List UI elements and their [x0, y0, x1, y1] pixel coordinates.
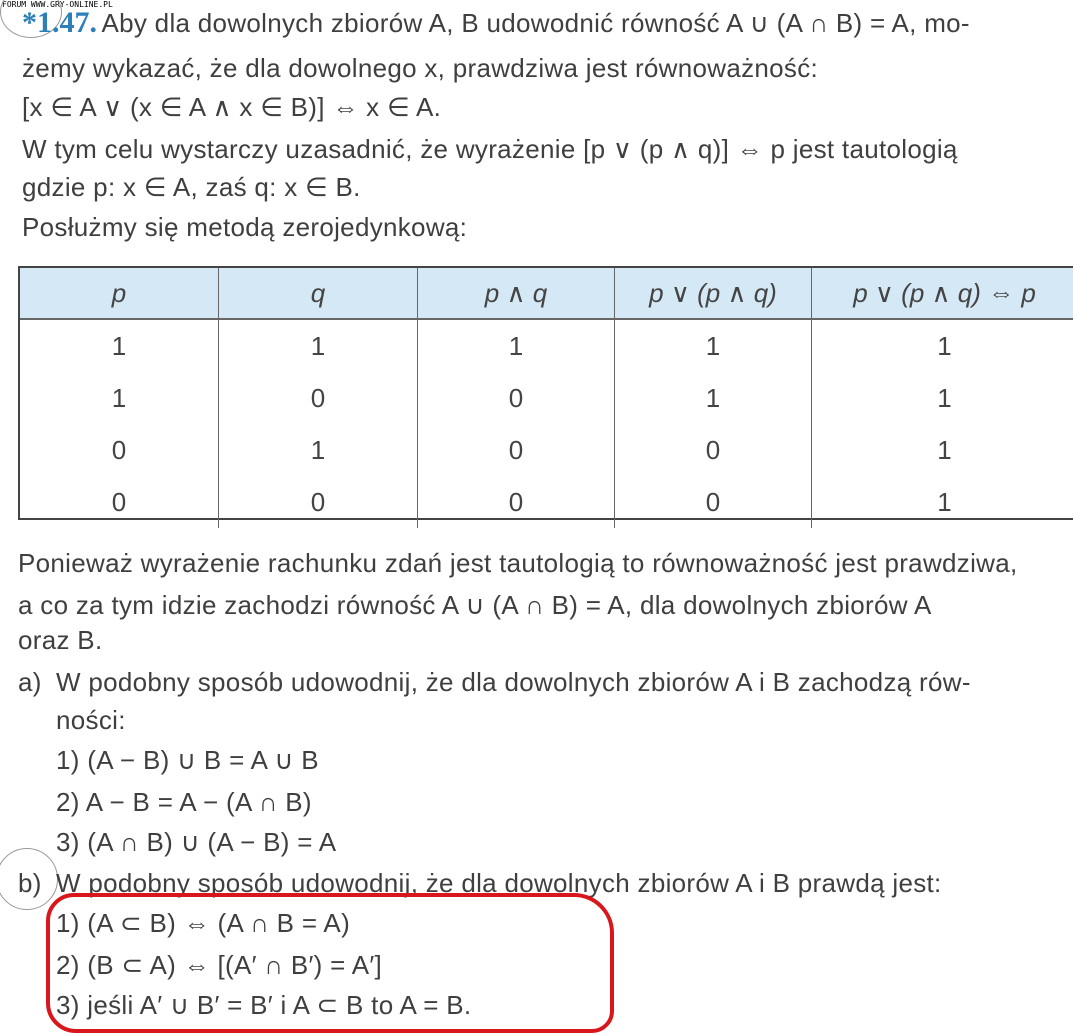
table-cell: 0	[219, 372, 418, 424]
table-row	[20, 424, 1073, 476]
paragraph1-line5: gdzie p: x ∈ A, zaś q: x ∈ B.	[22, 172, 361, 202]
table-cell: 1	[418, 319, 615, 372]
paragraph2-line2: a co za tym idzie zachodzi równość A ∪ (A ∩ B) = A, dla dowolnych zbiorów A	[18, 590, 932, 620]
part-a-line1: W podobny sposób udowodnij, że dla dowolnych zbiorów A i B zachodzą rów-	[56, 667, 971, 697]
part-a-item: 1) (A − B) ∪ B = A ∪ B	[56, 745, 319, 775]
table-header-cell: p ∧ q	[418, 268, 615, 319]
paragraph1-line2: żemy wykazać, że dla dowolnego x, prawdziwa jest równoważność:	[22, 53, 819, 83]
watermark: FORUM WWW.GRY-ONLINE.PL	[2, 0, 113, 9]
paragraph1-line4: W tym celu wystarczy uzasadnić, że wyrażenie [p ∨ (p ∧ q)] ⇔ p jest tautologią	[22, 134, 958, 164]
paragraph2-line1: Ponieważ wyrażenie rachunku zdań jest tautologią to równoważność jest prawdziwa,	[18, 548, 1018, 578]
part-a-line2: ności:	[56, 705, 126, 735]
part-b-item: 2) (B ⊂ A) ⇔ [(A′ ∩ B′) = A′]	[56, 950, 383, 980]
part-a-item: 3) (A ∩ B) ∪ (A − B) = A	[56, 827, 337, 857]
table-cell: 1	[615, 319, 812, 372]
part-b-item: 1) (A ⊂ B) ⇔ (A ∩ B = A)	[56, 908, 351, 938]
table-cell: 0	[615, 424, 812, 476]
table-cell: 1	[812, 319, 1073, 372]
red-highlight-box	[46, 893, 614, 1033]
paragraph1-line6: Posłużmy się metodą zerojedynkową:	[22, 212, 468, 242]
table-cell: 1	[20, 319, 219, 372]
table-cell: 0	[418, 476, 615, 528]
table-cell: 1	[812, 424, 1073, 476]
table-row	[20, 319, 1073, 372]
table-cell: 1	[219, 319, 418, 372]
table-header-cell: p ∨ (p ∧ q)	[615, 268, 812, 319]
table-header-cell: p	[20, 268, 219, 319]
paragraph1-line1: Aby dla dowolnych zbiorów A, B udowodnić równość A ∪ (A ∩ B) = A, mo-	[101, 8, 970, 38]
paragraph1-line3: [x ∈ A ∨ (x ∈ A ∧ x ∈ B)] ⇔ x ∈ A.	[22, 92, 442, 122]
table-cell: 0	[20, 424, 219, 476]
table-header-row	[20, 268, 1073, 319]
exercise-header	[22, 6, 970, 40]
table-cell: 1	[615, 372, 812, 424]
table-cell: 0	[20, 476, 219, 528]
part-b-marker: b)	[18, 868, 42, 898]
truth-table	[18, 266, 1073, 520]
exercise-number: *1.47.	[22, 6, 97, 39]
part-a-item: 2) A − B = A − (A ∩ B)	[56, 787, 312, 817]
table-cell: 1	[20, 372, 219, 424]
table-cell: 0	[615, 476, 812, 528]
part-a-marker: a)	[18, 667, 42, 697]
part-b-item: 3) jeśli A′ ∪ B′ = B′ i A ⊂ B to A = B.	[56, 990, 472, 1020]
table-cell: 1	[219, 424, 418, 476]
table-cell: 1	[812, 476, 1073, 528]
table-row	[20, 372, 1073, 424]
part-b-line1: W podobny sposób udowodnij, że dla dowolnych zbiorów A i B prawdą jest:	[56, 868, 942, 898]
table-cell: 0	[219, 476, 418, 528]
table-header-cell: p ∨ (p ∧ q) ⇔ p	[812, 268, 1073, 319]
table-row	[20, 476, 1073, 528]
table-cell: 0	[418, 372, 615, 424]
paragraph2-line3: oraz B.	[18, 625, 103, 655]
table-cell: 1	[812, 372, 1073, 424]
table-cell: 0	[418, 424, 615, 476]
table-header-cell: q	[219, 268, 418, 319]
